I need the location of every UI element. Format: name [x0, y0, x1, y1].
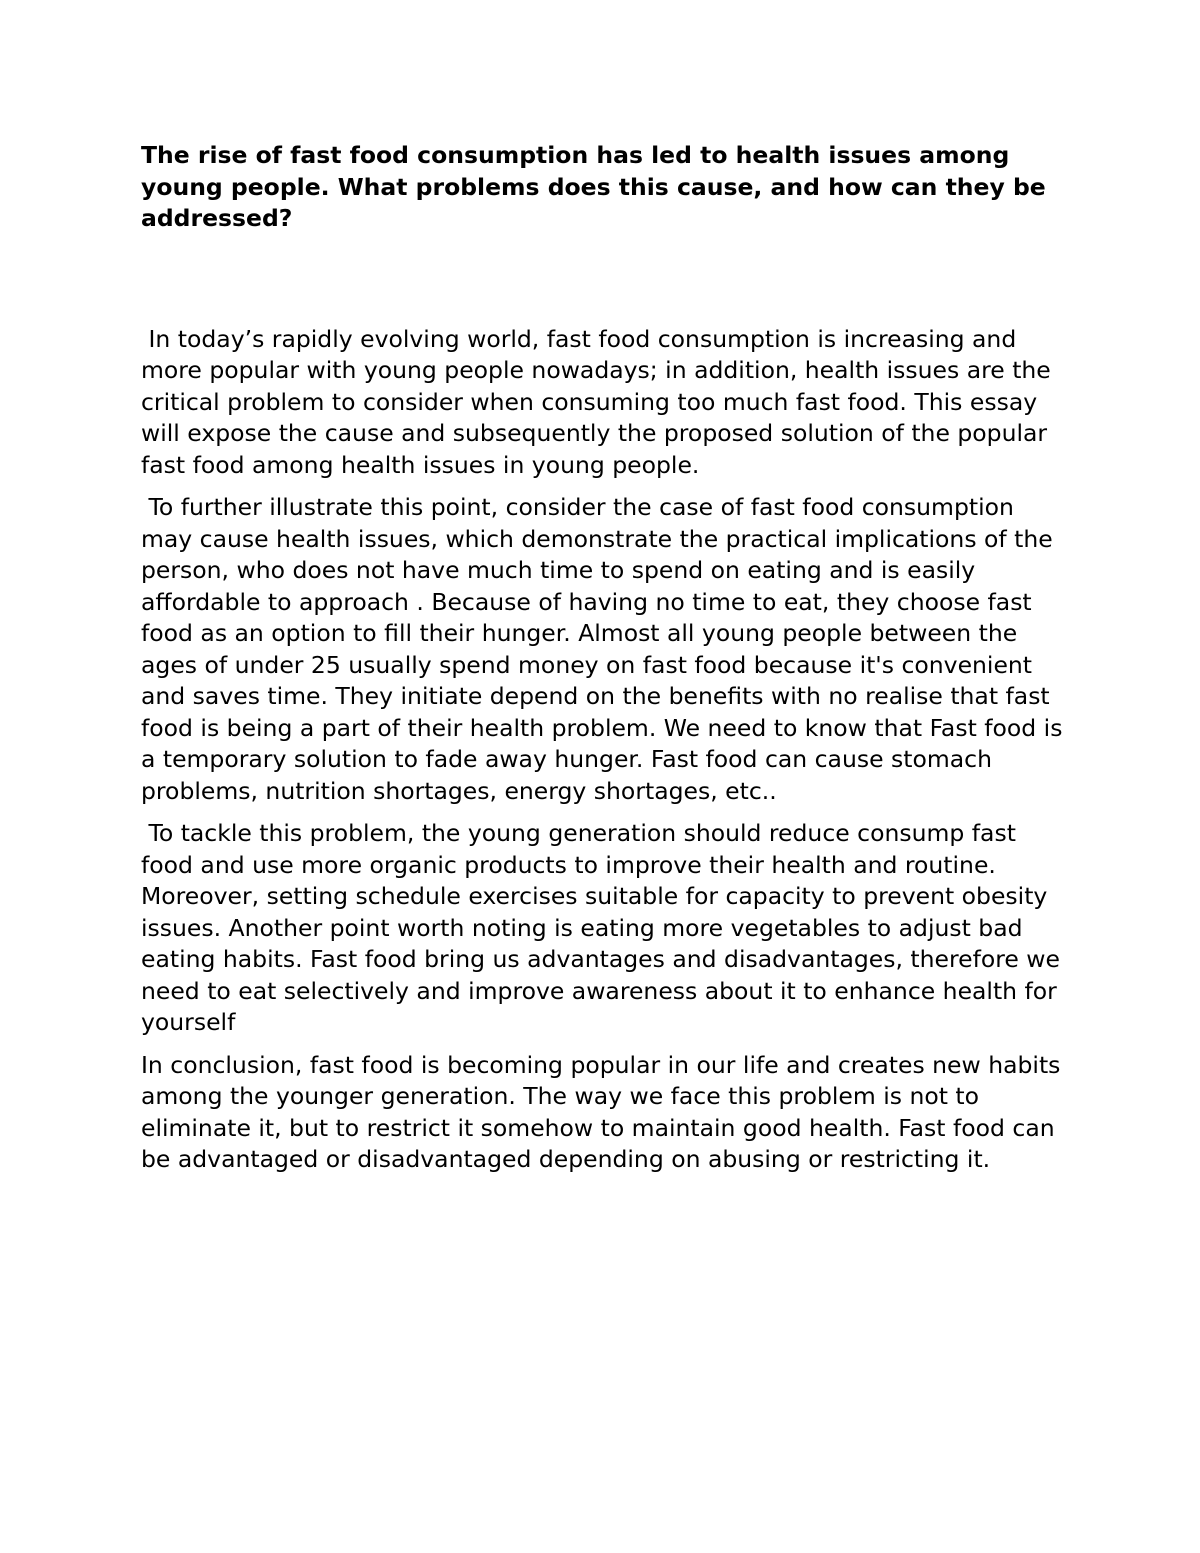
essay-prompt-heading: The rise of fast food consumption has led to health issues among young people. What problems does this cause, and how can they be addressed?: [141, 141, 1046, 232]
paragraph-solutions: To tackle this problem, the young generation should reduce consump fast food and use more organic products to improve their health and routine. Moreover, setting schedule exercises suitable for capacity to prevent obesity issues. Another point worth noting is eating more vegetables to adjust bad eating habits. Fast food bring us advantages and disadvantages, therefore we need to eat selectively and improve awareness about it to enhance health for yourself: [141, 819, 1068, 1036]
paragraph-causes: To further illustrate this point, consider the case of fast food consumption may cause health issues, which demonstrate the practical implications of the person, who does not have much time to spend on eating and is easily affordable to approach . Because of having no time to eat, they choose fast food as an option to fill their hunger. Almost all young people between the ages of under 25 usually spend money on fast food because it's convenient and saves time. They initiate depend on the benefits with no realise that fast food is being a part of their health problem. We need to know that Fast food is a temporary solution to fade away hunger. Fast food can cause stomach problems, nutrition shortages, energy shortages, etc..: [141, 493, 1070, 805]
paragraph-introduction: In today’s rapidly evolving world, fast food consumption is increasing and more popular with young people nowadays; in addition, health issues are the critical problem to consider when consuming too much fast food. This essay will expose the cause and subsequently the proposed solution of the popular fast food among health issues in young people.: [141, 324, 1059, 479]
paragraph-conclusion: In conclusion, fast food is becoming popular in our life and creates new habits among the younger generation. The way we face this problem is not to eliminate it, but to restrict it somehow to maintain good health. Fast food can be advantaged or disadvantaged depending on abusing or restricting it.: [141, 1050, 1068, 1173]
document-body: [141, 140, 1071, 1187]
